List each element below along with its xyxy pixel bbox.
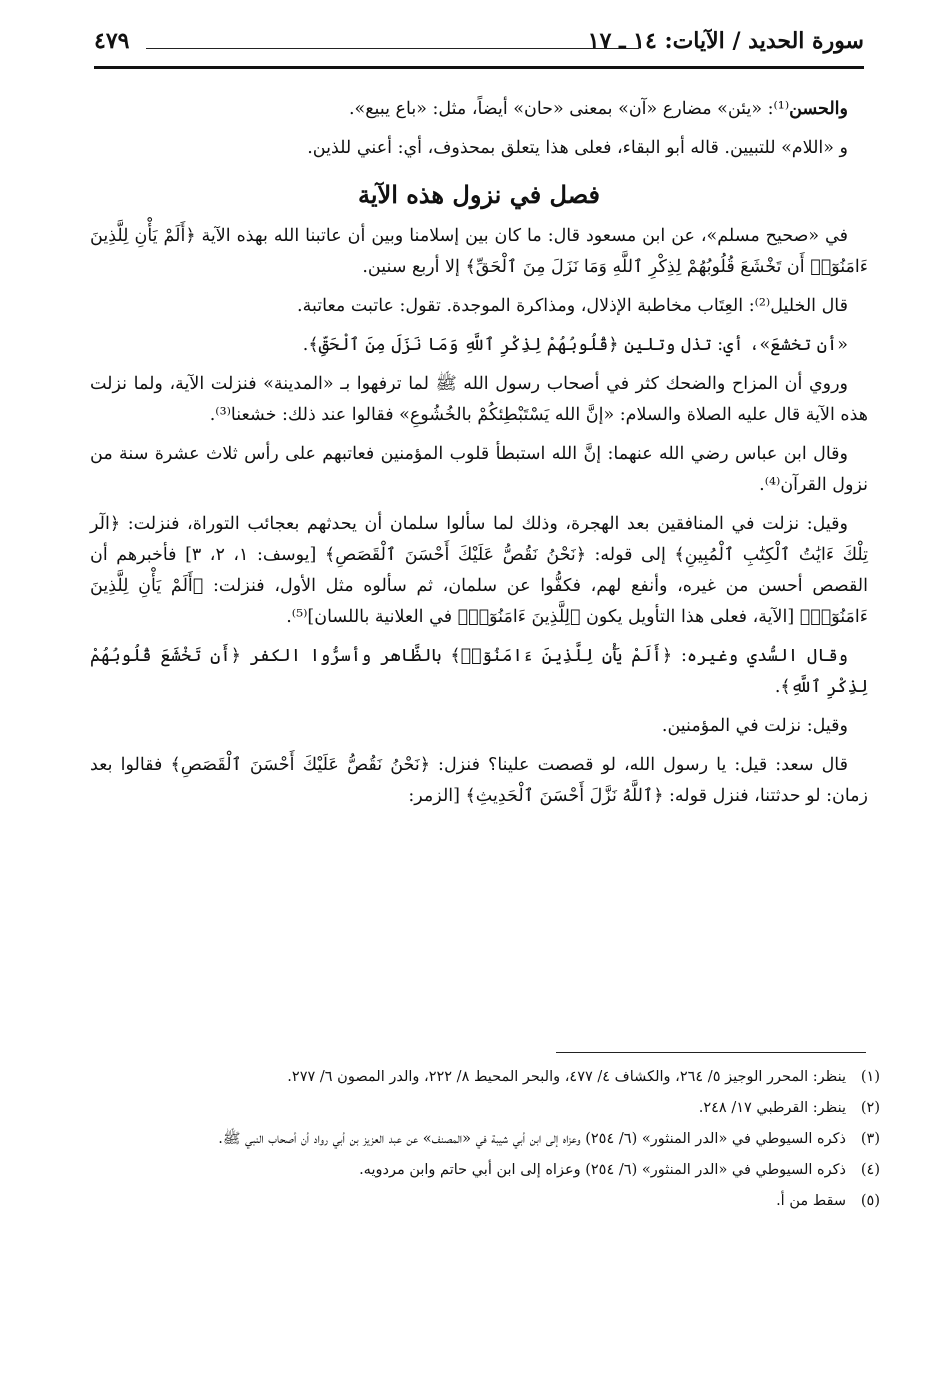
header-rule [94, 66, 864, 69]
footnote-5 [90, 1188, 880, 1215]
footnote-text: ينظر: القرطبي ١٧/ ٢٤٨. [698, 1100, 846, 1116]
paragraph-1-text: ⁽¹⁾: «يئن» مضارع «آن» بمعنى «حان» أيضاً، مثل: «باع يبيع». [348, 99, 790, 119]
footnote-separator [556, 1052, 866, 1053]
paragraph-1 [90, 94, 868, 125]
main-text [90, 94, 868, 820]
section-heading: فصل في نزول هذه الآية [357, 180, 601, 209]
footnote-text: ذكره السيوطي في «الدر المنثور» (٦/ ٢٥٤) وعزاه إلى ابن أبي شيبة في «المصنف» عن عبد العزيز بن أبي رواد أن أصحاب النبي ﷺ. [218, 1131, 846, 1147]
paragraph-7: وقال ابن عباس رضي الله عنهما: إنَّ الله استبطأ قلوب المؤمنين فعاتبهم على رأس ثلاث عشرة سنة من نزول القرآن⁽⁴⁾. [90, 444, 868, 495]
footnote-number: (٣) [860, 1131, 880, 1147]
header-leader-line [146, 48, 639, 49]
paragraph-8: وقيل: نزلت في المنافقين بعد الهجرة، وذلك لما سألوا سلمان أن يحدثهم بعجائب التوراة، فنزلت: ﴿الٓر تِلْكَ ءَايَٰتُ ٱلْكِتَٰبِ ٱلْمُبِينِ﴾ إلى قوله: ﴿نَحْنُ نَقُصُّ عَلَيْكَ أَحْسَنَ ٱلْقَصَصِ﴾ [يوسف: ١، ٢، ٣] فأخبرهم أن القصص أحسن من غيره، وأنفع لهم، فكفُّوا عن سلمان، ثم سألوه مثل الأول، فنزلت: ﴿أَلَمْ يَأْنِ لِلَّذِينَ ءَامَنُوٓا۟﴾ [الآية، فعلى هذا التأويل يكون ﴿لِلَّذِينَ ءَامَنُوٓا۟﴾ في العلانية باللسان]⁽⁵⁾. [90, 514, 868, 627]
footnote-4 [90, 1157, 880, 1184]
page-number: ٤٧٩ [94, 28, 130, 54]
running-header [94, 26, 864, 72]
paragraph-5: «أن تخشعَ»، أي: تذل وتلين ﴿قُلُوبُهُمْ لِذِكْرِ ٱللَّهِ وَمَا نَزَلَ مِنَ ٱلْحَقِّ﴾. [302, 335, 848, 355]
paragraph-2: و «اللام» للتبيين. قاله أبو البقاء، فعلى هذا يتعلق بمحذوف، أي: أعني للذين. [307, 138, 848, 158]
paragraph-6: وروي أن المزاح والضحك كثر في أصحاب رسول الله ﷺ لما ترفهوا بـ «المدينة» فنزلت الآية، ولما نزلت هذه الآية قال عليه الصلاة والسلام: «إنَّ الله يَسْتَبْطِئكُمْ بالخُشُوعِ» فقالوا عند ذلك: خشعنا⁽³⁾. [90, 374, 868, 425]
footnote-2 [90, 1095, 880, 1122]
footnote-text: ينظر: المحرر الوجيز ٥/ ٢٦٤، والكشاف ٤/ ٤٧٧، والبحر المحيط ٨/ ٢٢٢، والدر المصون ٦/ ٢٧٧. [287, 1069, 846, 1085]
paragraph-10: وقيل: نزلت في المؤمنين. [661, 716, 848, 736]
paragraph-4: قال الخليل⁽²⁾: العِتَاب مخاطبة الإذلال، ومذاكرة الموجدة. تقول: عاتبت معاتبة. [297, 296, 848, 316]
footnote-text: سقط من أ. [776, 1193, 846, 1209]
footnote-number: (٢) [860, 1100, 880, 1116]
footnote-number: (٥) [860, 1193, 880, 1209]
footnote-3 [90, 1126, 880, 1153]
header-title: سورة الحديد / الآيات: ١٤ ـ ١٧ [587, 28, 864, 54]
footnote-1 [90, 1064, 880, 1091]
paragraph-9: وقال السُّدي وغيره: ﴿أَلَمْ يَأْنِ لِلَّذِينَ ءَامَنُوٓا۟﴾ بالظَّاهر وأسرُّوا الكفر ﴿أَن تَخْشَعَ قُلُوبُهُمْ لِذِكْرِ ٱللَّهِ﴾. [90, 646, 868, 697]
footnotes [90, 1064, 880, 1219]
footnote-text: ذكره السيوطي في «الدر المنثور» (٦/ ٢٥٤) وعزاه إلى ابن أبي حاتم وابن مردويه. [359, 1162, 846, 1178]
paragraph-3: في «صحيح مسلم»، عن ابن مسعود قال: ما كان بين إسلامنا وبين أن عاتبنا الله بهذه الآية ﴿أَلَمْ يَأْنِ لِلَّذِينَ ءَامَنُوٓا۟ أَن تَخْشَعَ قُلُوبُهُمْ لِذِكْرِ ٱللَّهِ وَمَا نَزَلَ مِنَ ٱلْحَقِّ﴾ إلا أربع سنين. [90, 226, 868, 277]
paragraph-11: قال سعد: قيل: يا رسول الله، لو قصصت علينا؟ فنزل: ﴿نَحْنُ نَقُصُّ عَلَيْكَ أَحْسَنَ ٱلْقَصَصِ﴾ فقالوا بعد زمان: لو حدثتنا، فنزل قوله: ﴿ٱللَّهُ نَزَّلَ أَحْسَنَ ٱلْحَدِيثِ﴾ [الزمر: [90, 755, 868, 806]
paragraph-1-label: والحسن [789, 99, 848, 119]
footnote-number: (١) [860, 1069, 880, 1085]
footnote-number: (٤) [860, 1162, 880, 1178]
